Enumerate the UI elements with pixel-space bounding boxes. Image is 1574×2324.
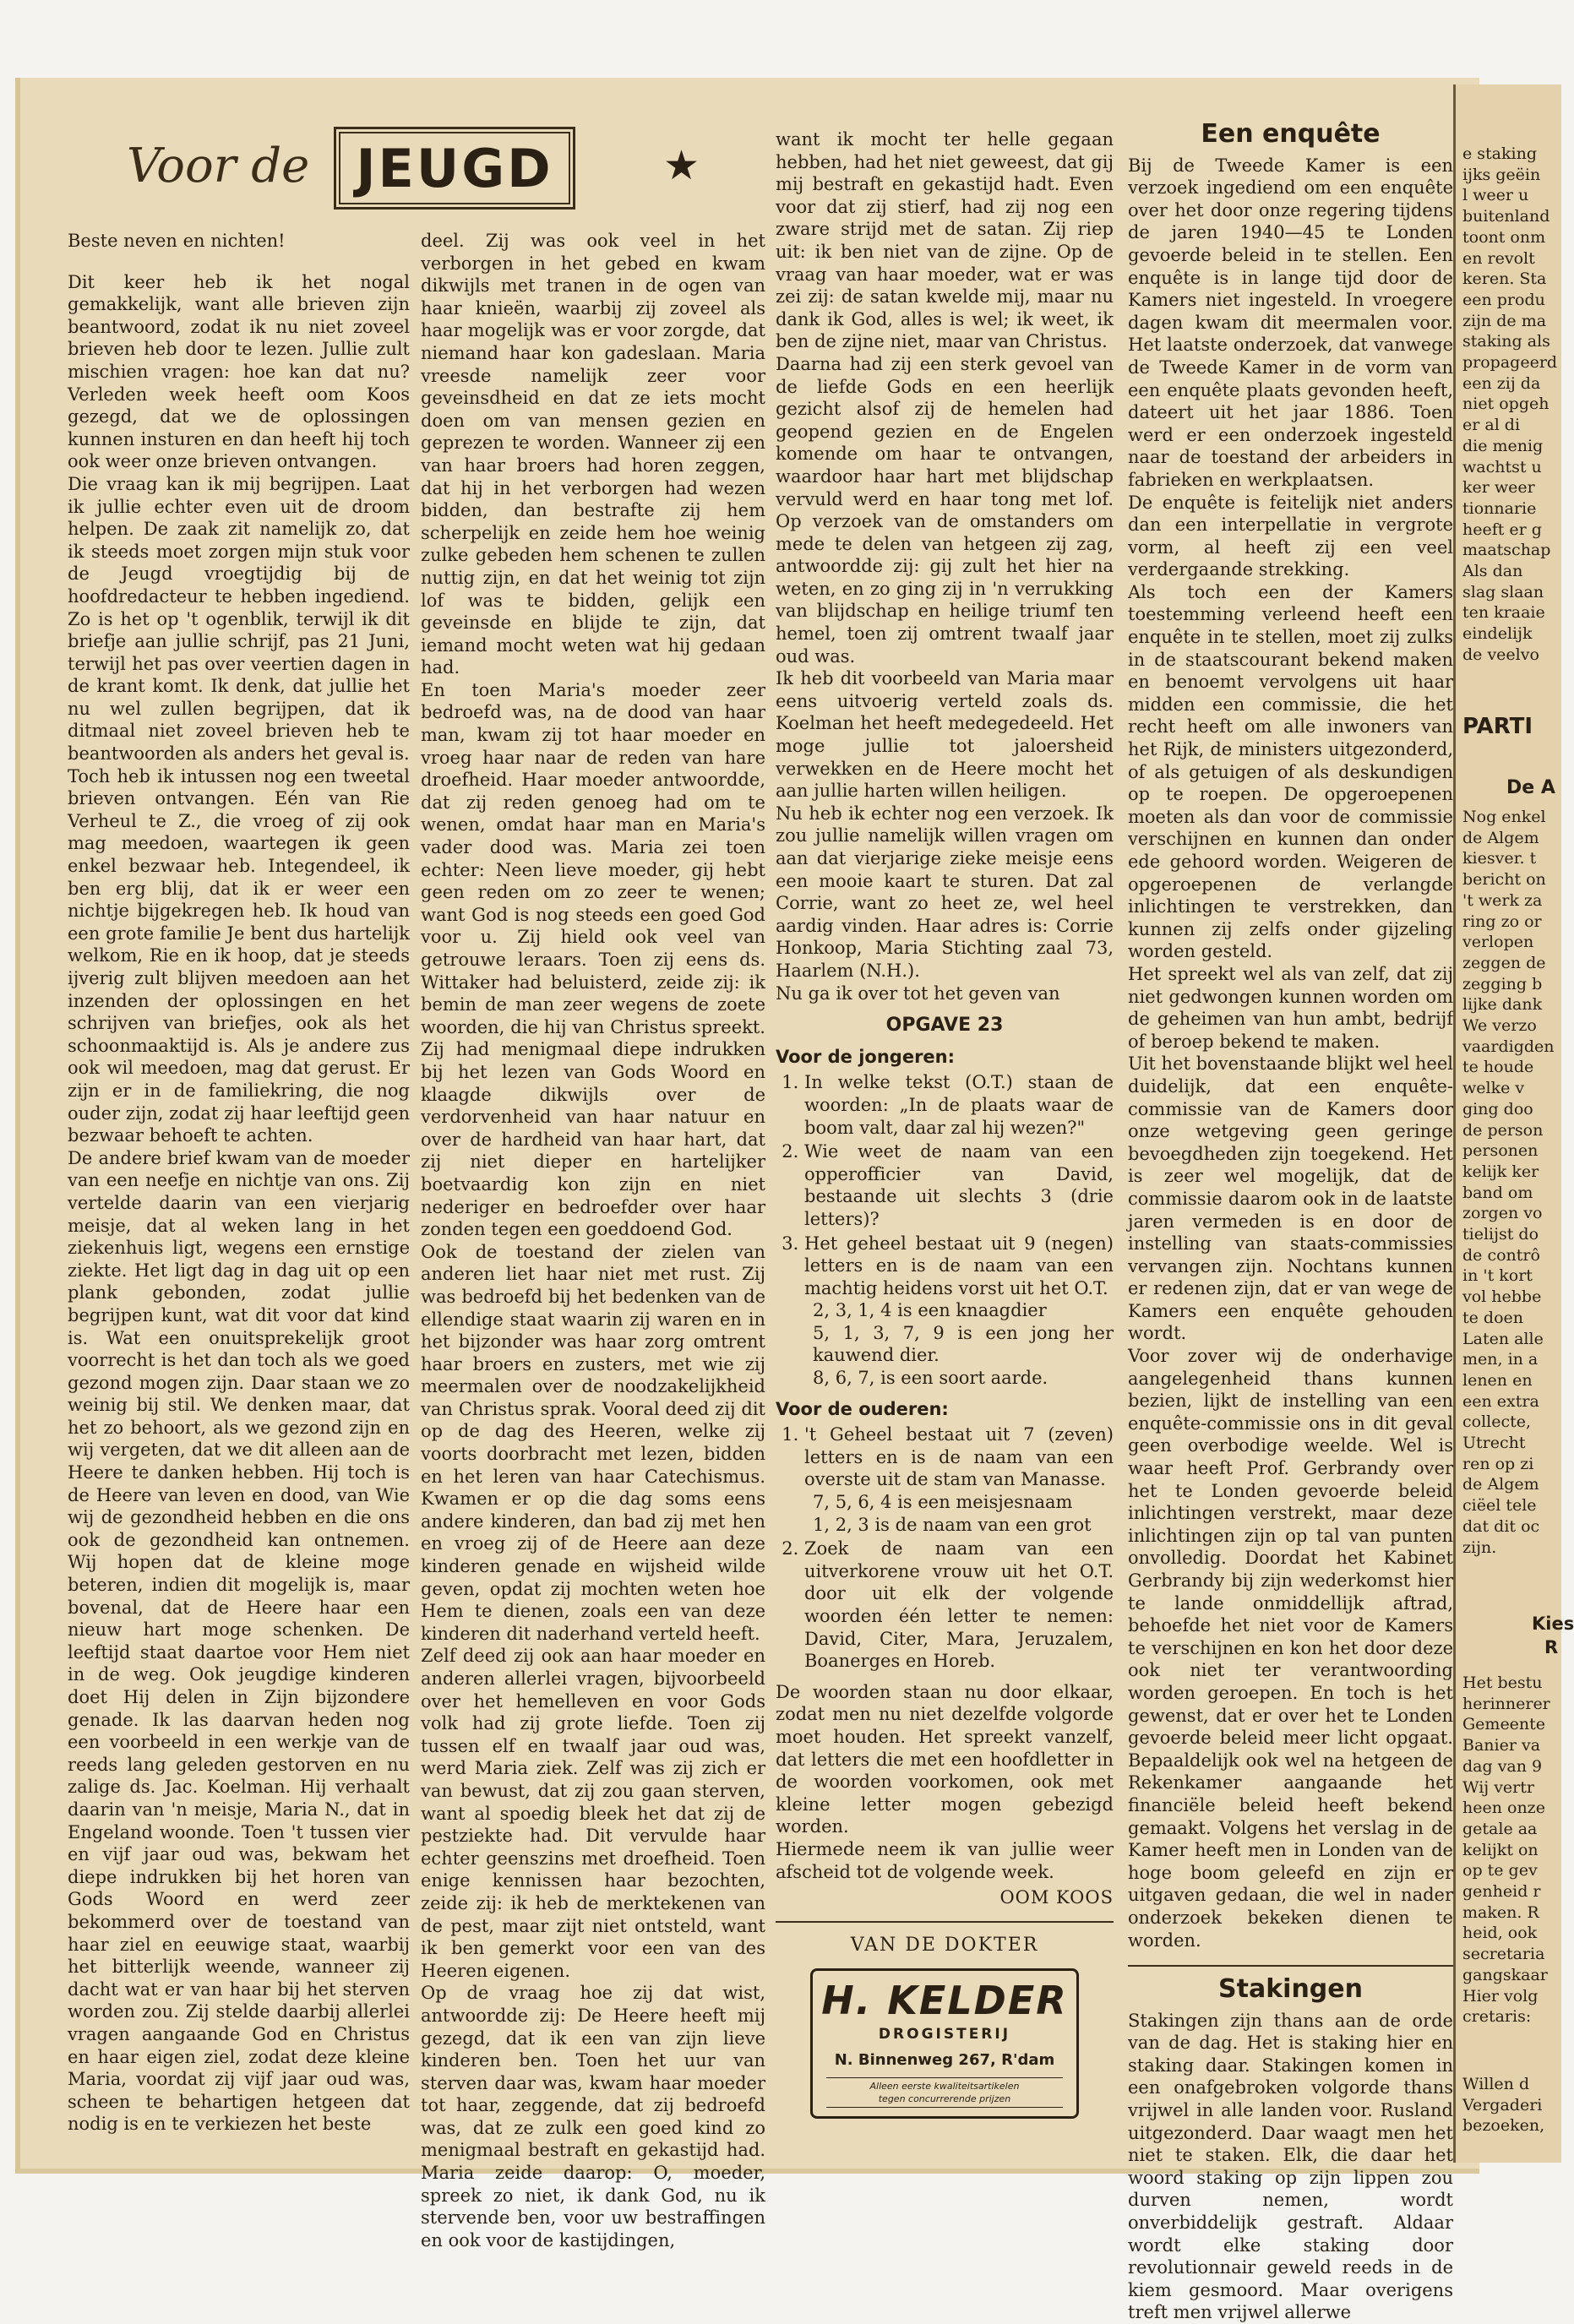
next-page-line: personen (1462, 1141, 1539, 1161)
next-page-line: welke v (1462, 1079, 1525, 1098)
jongeren-heading: Voor de jongeren: (776, 1046, 956, 1067)
kelder-advertisement (810, 1968, 1079, 2118)
next-page-line: Als dan (1462, 562, 1523, 580)
next-page-line: collecte, (1462, 1412, 1532, 1432)
paragraph: Bij de Tweede Kamer is een verzoek ingediend om een enquête over het door onze regering tijdens de jaren 1940—45 te Londen gevoerde beleid in te stellen. Een enquête is in lange tijd door de Kamers niet ingesteld. In vroegere dagen kwam dit meermalen voor. Het laatste onderzoek, dat vanwege de Tweede Kamer in de vorm van een enquête plaats gevonden heeft, dateert uit het jaar 1886. Toen werd er een onderzoek ingesteld naar de toestand der arbeiders in fabrieken en werkplaatsen. (1128, 155, 1453, 490)
next-page-line: Utrecht (1462, 1434, 1526, 1452)
next-page-line: die menig (1462, 436, 1544, 455)
paragraph: Hiermede neem ik van jullie weer afscheid tot de volgende week. (776, 1838, 1114, 1882)
next-page-line: zeggen de (1462, 953, 1546, 972)
next-page-line: keren. Sta (1462, 269, 1547, 289)
ad-address: N. Binnenweg 267, R'dam (834, 2050, 1055, 2069)
paragraph: De enquête is feitelijk niet anders dan een interpellatie in vergrote vorm, al heeft zij een veel verdergaande strekking. (1128, 492, 1453, 580)
next-page-line: ging doo (1462, 1099, 1533, 1118)
question-item (804, 1071, 1114, 1139)
paragraph: De andere brief kwam van de moeder van een neefje en nichtje van ons. Zij vertelde daarin van een vierjarig meisje, dat al weken lang in het ziekenhuis ligt, wegens een ernstige ziekte. Het ligt dag in dag uit op een plank gebonden, zodat jullie begrijpen kunt, wat dit voor dat kind is. Wat een onuitsprekelijk groot voorrecht is het dan toch als we goed gezond mogen zijn. Daar staan we zo weinig bij stil. We denken maar, dat het zo behoort, als we gezond zijn en wij vergeten, dat we dit alleen aan de Heere te danken hebben. Hij toch is de Heere van leven en dood, van Wie wij de gezondheid hebben en die ons ook de gezondheid kan ontnemen. Wij hopen dat de kleine moge beteren, indien dit mogelijk is, maar bovenal, dat de Heere haar een nieuw hart moge schenken. De leeftijd staat daartoe voor Hem niet in de weg. Ook jeugdige kinderen doet Hij delen in Zijn bijzondere genade. Ik las daarvan heden nog een voorbeeld in een werkje van de reeds lang geleden gestorven en nu zalige ds. Jac. Koelman. Hij verhaalt daarin van 'n meisje, Maria N., dat in Engeland woonde. Toen 't tussen vier en vijf jaar oud was, bekwam het diepe indrukken bij het horen van Gods Woord en werd zeer bekommerd over de toestand van haar ziel en eeuwige staat, waarbij het bitterlijk weende, wanneer zij dacht wat er van haar bij het sterven worden zou. Zij stelde daarbij allerlei vragen aangaande God en Christus en haar eigen ziel, zodat deze kleine Maria, voordat zij vijf jaar oud was, scheen te behartigen hetgeen dat nodig is en te verkiezen het beste (68, 1147, 410, 2135)
paragraph: Dit keer heb ik het nogal gemakkelijk, want alle brieven zijn beantwoord, zodat ik nu niet zoveel brieven heb door te lezen. Jullie zult mischien vragen: hoe kan dat nu? Verleden week heeft oom Koos gezegd, dat we de oplossingen kunnen insturen en dan heeft hij toch ook weer onze brieven ontvangen. (68, 271, 410, 472)
next-page-line: er al di (1462, 416, 1521, 435)
next-page-line: tionnarie (1462, 498, 1537, 518)
question-subclue: 5, 1, 3, 7, 9 is een jong her kauwend dier. (813, 1322, 1114, 1366)
next-page-line: We verzo (1462, 1016, 1537, 1035)
next-page-line: gangskaar (1462, 1965, 1548, 1984)
next-page-line: buitenland (1462, 207, 1550, 226)
next-page-heading-r: R (1544, 1637, 1559, 1657)
next-page-line: bericht on (1462, 870, 1546, 890)
next-page-line: ciëel tele (1462, 1496, 1537, 1516)
next-page-line: de veelvo (1462, 645, 1539, 664)
next-page-line: men, in a (1462, 1350, 1539, 1369)
question-subclue: 8, 6, 7, is een soort aarde. (813, 1368, 1048, 1389)
dokter-heading: VAN DE DOKTER (850, 1934, 1039, 1956)
paragraph: Stakingen zijn thans aan de orde van de dag. Het is staking hier en staking daar. Stakingen komen in een onafgebroken volgorde thans vrijwel in alle landen voor. Rusland uitgezonderd. Daar waagt men het niet te staken. Elk, die daar het woord staking op zijn lippen zou durven nemen, wordt onverbiddelijk gestraft. Aldaar wordt elke staking door revolutionnair geweld reeds in de kiem gesmoord. Maar overigens treft men vrijwel allerwe (1128, 2010, 1453, 2323)
ad-name: H. KELDER (821, 1978, 1068, 2024)
paragraph: Zelf deed zij ook aan haar moeder en anderen allerlei vragen, bijvoorbeeld over het hemelleven en voor Gods volk had zij grote liefde. Toen zij tussen elf en twaalf jaar oud was, werd Maria ziek. Zelf was zij zich er van bewust, dat zij zou gaan sterven, want al spoedig bleek het dat zij de pestziekte had. Dit vervulde haar echter geenszins met droefheid. Toen enige kennissen haar bezochten, zeide zij: ik heb de merktekenen van de pest, maar zijt niet ontsteld, want ik ben gemerkt voor een van des Heeren eigenen. (421, 1646, 765, 1981)
next-page-line: ijks geëin (1462, 165, 1541, 184)
next-page-line: cretaris: (1462, 2007, 1532, 2027)
next-page-line: te doen (1462, 1308, 1524, 1327)
masthead-script: Voor de (127, 139, 310, 193)
next-page-line: ker weer (1462, 478, 1535, 498)
next-page-line: herinnerer (1462, 1694, 1550, 1713)
ad-tagline-1: Alleen eerste kwaliteitsartikelen (869, 2080, 1020, 2092)
question-text: Het geheel bestaat uit 9 (negen) letters en is de naam van een machtig heidens vorst uit het O.T. (804, 1233, 1114, 1298)
next-page-line: een extra (1462, 1391, 1539, 1411)
next-page-line: secretaria (1462, 1945, 1545, 1964)
next-page-line: e staking (1462, 144, 1537, 163)
next-page-line: een zij da (1462, 373, 1541, 393)
next-page-line: vaardigden (1462, 1037, 1555, 1056)
next-page-line: ren op zi (1462, 1454, 1534, 1473)
next-page-heading-kies: Kies (1532, 1614, 1574, 1634)
next-page-line: zorgen vo (1462, 1204, 1543, 1223)
next-page-line: vol hebbe (1462, 1287, 1542, 1307)
question-subclue: 7, 5, 6, 4 is een meisjesnaam (813, 1492, 1073, 1513)
next-page-line: toont onm (1462, 227, 1546, 247)
ad-drogisterij: DROGISTERIJ (878, 2026, 1011, 2044)
paragraph: Daarna had zij een sterk gevoel van de liefde Gods en een heerlijk gezicht alsof zij de hemelen had geopend gezien en de Engelen komende om haar te ontvangen, waardoor haar hart met blijdschap vervuld werd en haar tong met lof. Op verzoek van de omstanders om mede te delen van hetgeen zij zag, antwoordde zij: gij zult het hier na weten, en zo ging zij in 'n verrukking van blijdschap en heilige triumf ten hemel, toen zij omtrent twaalf jaar oud was. (776, 353, 1114, 667)
next-page-line: heid, ook (1462, 1924, 1538, 1943)
signature: OOM KOOS (999, 1887, 1114, 1908)
stakingen-title: Stakingen (1218, 1974, 1363, 2005)
next-page-line: de contrô (1462, 1245, 1540, 1265)
column-1 (68, 230, 410, 2135)
next-page-line: Wij vertr (1462, 1777, 1534, 1797)
next-page-line: lenen en (1462, 1370, 1533, 1390)
next-page-line: verlopen (1462, 933, 1534, 952)
next-page-line: dat dit oc (1462, 1516, 1540, 1536)
next-page-line: heen onze (1462, 1799, 1545, 1818)
next-page-line: kiesver. t (1462, 849, 1537, 868)
next-page-line: ten kraaie (1462, 603, 1545, 623)
paragraph: Toch heb ik intussen nog een tweetal brieven ontvangen. Eén van Rie Verheul te Z., die vroeg of zij ook mag meedoen, waartegen ik geen enkel bezwaar heb. Integendeel, ik ben erg blij, dat ik er weer een nichtje bijgekregen heb. Ik houd van een grote familie Je bent dus hartelijk welkom, Rie en ik hoop, dat je steeds ijverig zult blijven meedoen aan het inzenden der oplossingen en het schrijven van briefjes, ook als het schoonmaaktijd is. Als je andere zus ook wil meedoen, mag dat gerust. Er zijn er in de familiekring, die nog ouder zijn, zodat zij haar leeftijd geen bezwaar behoeft te achten. (68, 765, 410, 1146)
next-page-line: maatschap (1462, 541, 1551, 560)
next-page-line: zegging b (1462, 974, 1543, 993)
next-page-line: op te gev (1462, 1861, 1538, 1880)
next-page-line: slag slaan (1462, 582, 1544, 601)
next-page-line: 't werk za (1462, 890, 1543, 910)
paragraph: deel. Zij was ook veel in het verborgen in het gebed en kwam dikwijls met tranen in de ogen van haar knieën, waarbij zij zoveel als haar mogelijk was er voor zorgde, dat niemand haar kon gadeslaan. Maria vreesde namelijk zeer voor geveinsdheid en dat ze iets mocht doen om van mensen gezien en geprezen te worden. Wanneer zij een van haar broers had horen zeggen, dat hij in het verborgen had wezen bidden, dan bestrafte zij hem scherpelijk en zeide hem hoe weinig zulke gebeden hem schenen te zullen nuttig zijn, en dat het weinig tot zijn lof was te bidden, gelijk een geveinsde en blijde te zijn, dat iemand mocht weten wat hij gedaan had. (421, 231, 765, 678)
next-page-line: wachtst u (1462, 457, 1542, 476)
next-page-line: lijke dank (1462, 995, 1543, 1015)
next-page-line: in 't kort (1462, 1266, 1533, 1286)
paragraph: want ik mocht ter helle gegaan hebben, had het niet geweest, dat gij mij bestraft en gekastijd hadt. Even voor dat zij stierf, had zij nog een zware strijd met de satan. Zij riep uit: ik ben niet van de zijne. Op de vraag van haar moeder, wat er was zei zij: de satan kwelde mij, maar nu dank ik God, alles is wel; ik weet, ik ben de zijne niet, maar van Christus. (776, 129, 1114, 352)
ouderen-questions (776, 1423, 1114, 1673)
next-page-line: kelijk ker (1462, 1162, 1539, 1181)
column-4 (1128, 118, 1453, 2323)
question-text: In welke tekst (O.T.) staan de woorden: „In de plaats waar de boom valt, daar zal hij wezen?" (804, 1072, 1114, 1138)
paragraph: Ik heb dit voorbeeld van Maria maar eens uitvoerig verteld zoals ds. Koelman het heeft medegedeeld. Het moge jullie tot jaloersheid verwekken en de Heere mocht het aan jullie harten willen heiligen. (776, 668, 1114, 802)
paragraph: Als toch een der Kamers toestemming verleend heeft een enquête in te stellen, moet zij zulks in de staatscourant bekend maken en benoemt vervolgens uit haar midden een commissie, die het recht heeft om alle inwoners van het Rijk, de ministers uitgezonderd, of als getuigen of als deskundigen op te roepen. De opgeroepenen moeten als dan voor de commissie verschijnen en kunnen dan onder ede gehoord worden. Weigeren de opgeroepenen de verlangde inlichtingen te verstrekken, dan kunnen zij zelfs onder gijzeling worden gesteld. (1128, 581, 1453, 962)
paragraph: En toen Maria's moeder zeer bedroefd was, na de dood van haar man, kwam zij tot haar moeder en vroeg haar naar de reden van hare droefheid. Haar moeder antwoordde, dat zij reden genoeg had om te wenen, omdat haar man en Maria's vader dood was. Maria zei toen echter: Neen lieve moeder, gij hebt geen reden om zo zeer te wenen; want God is nog steeds een goed God voor u. Zij hield ook veel van getrouwe leraars. Toen zij eens ds. Wittaker had beluisterd, zeide zij: ik bemin de man zeer wegens de zoete woorden, die hij van Christus spreekt. Zij had menigmaal diepe indrukken bij het lezen van Gods Woord en klaagde dikwijls over de verdorvenheid van haar natuur en over de hardheid van haar hart, dat zij niet dieper en hartelijker boetvaardig kon zijn en niet nederiger en bedroefder over haar zonden tegen een goeddoend God. (421, 679, 765, 1240)
jeugd-masthead (127, 127, 777, 228)
next-page-line: een produ (1462, 290, 1545, 309)
next-page-line: zijn de ma (1462, 311, 1547, 330)
paragraph: Nu heb ik echter nog een verzoek. Ik zou jullie namelijk willen vragen om aan dat vierjarige zieke meisje eens een mooie kaart te sturen. Dat zal Corrie, want zo heet ze, wel heel aardig vinden. Haar adres is: Corrie Honkoop, Maria Stichting zaal 73, Haarlem (N.H.). (776, 803, 1114, 981)
question-item (804, 1423, 1114, 1536)
masthead-jeugd-box: JEUGD (334, 127, 575, 210)
next-page-line: en revolt (1462, 248, 1535, 268)
next-page-heading-de-a: De A (1506, 777, 1555, 798)
next-page-line: te houde (1462, 1058, 1534, 1077)
adjacent-page-edge (1453, 84, 1574, 2163)
next-page-line: Vergaderi (1462, 2095, 1543, 2114)
question-text: Wie weet de naam van een opperofficier van David, bestaande uit slechts 3 (drie letters)? (804, 1141, 1114, 1229)
next-page-line: ring zo or (1462, 912, 1542, 931)
next-page-line: Willen d (1462, 2075, 1530, 2093)
paragraph: Die vraag kan ik mij begrijpen. Laat ik jullie echter even uit de droom helpen. De zaak zit namelijk zo, dat ik steeds moet zorgen mijn stuk voor de Jeugd vroegtijdig bij de hoofdredacteur te hebben ingediend. Zo is het op 't ogenblik, terwijl ik dit briefje aan jullie schrijf, pas 21 Juni, terwijl het pas over veertien dagen in de krant komt. Ik denk, dat jullie het nu wel zullen begrijpen, dat ik ditmaal niet zoveel brieven heb te beantwoorden als anders het geval is. (68, 473, 410, 765)
paragraph: Het spreekt wel als van zelf, dat zij niet gedwongen kunnen worden om de geheimen van hun ambt, bedrijf of beroep bekend te maken. (1128, 963, 1453, 1052)
next-page-line: band om (1462, 1183, 1533, 1202)
paragraph: Beste neven en nichten! (68, 231, 286, 251)
question-subclue: 2, 3, 1, 4 is een knaagdier (813, 1300, 1047, 1321)
next-page-heading-parti: PARTI (1462, 714, 1533, 739)
jongeren-questions (776, 1071, 1114, 1389)
next-page-line: de Algem (1462, 828, 1539, 847)
column-3 (776, 128, 1114, 2104)
next-page-line: getale aa (1462, 1819, 1538, 1838)
next-page-line: Banier va (1462, 1736, 1541, 1755)
next-page-line: niet opgeh (1462, 395, 1549, 414)
ad-tagline (826, 2077, 1063, 2108)
paragraph: Nu ga ik over tot het geven van (776, 982, 1060, 1004)
opgave-title: OPGAVE 23 (885, 1015, 1004, 1037)
next-page-line: propageerd (1462, 353, 1558, 372)
next-page-line: eindelijk (1462, 624, 1533, 644)
next-page-line: maken. R (1462, 1902, 1539, 1922)
question-item (804, 1140, 1114, 1230)
question-subclue: 1, 2, 3 is de naam van een grot (813, 1514, 1092, 1535)
paragraph: Ook de toestand der zielen van anderen liet haar niet met rust. Zij was bedroefd bij het bedenken van de ellendige staat waarin zij waren en in het bijzonder was haar zorg omtrent haar broers en zusters, met wie zij meermalen over de noodzakelijkheid van Christus sprak. Vooral deed zij dit op de dag des Heeren, welke zij voorts doorbracht met lezen, bidden en het leren van haar Catechismus. Kwamen er op die dag soms eens andere kinderen, dan bad zij met hen en vroeg zij of de Heere aan deze kinderen genade en wijsheid wilde geven, opdat zij mochten weten hoe Hem te dienen, zoals een van deze kinderen dit naderhand verteld heeft. (421, 1241, 765, 1644)
paragraph: De woorden staan nu door elkaar, zodat men nu niet dezelfde volgorde moet houden. Het spreekt vanzelf, dat letters die met een hoofdletter in de woorden voorkomen, ook met kleine letter mogen gebezigd worden. (776, 1681, 1114, 1837)
next-page-line: genheid r (1462, 1882, 1541, 1901)
divider (776, 1921, 1114, 1923)
ouderen-heading: Voor de ouderen: (776, 1398, 949, 1419)
next-page-line: Hier volg (1462, 1986, 1539, 2006)
next-page-line: de person (1462, 1120, 1544, 1140)
question-item (804, 1233, 1114, 1390)
next-page-line: kelijkt on (1462, 1840, 1539, 1859)
next-page-line: Gemeente (1462, 1715, 1546, 1734)
next-page-line: tielijst do (1462, 1225, 1539, 1244)
next-page-line: zijn. (1462, 1538, 1497, 1557)
star-icon: ★ (663, 142, 700, 189)
next-page-line: staking als (1462, 332, 1550, 351)
next-page-line: de Algem (1462, 1475, 1539, 1494)
next-page-line: heeft er g (1462, 520, 1542, 539)
next-page-line: Het bestu (1462, 1674, 1543, 1692)
next-page-line: bezoeken, (1462, 2116, 1545, 2136)
next-page-line: dag van 9 (1462, 1756, 1543, 1776)
question-text: 't Geheel bestaat uit 7 (zeven) letters en is de naam van een overste uit de stam van Manasse. (804, 1424, 1114, 1490)
paragraph: Uit het bovenstaande blijkt wel heel duidelijk, dat een enquête-commissie van de Kamers door onze wetgeving geen geringe bevoegdheden zijn toegekend. Het is zeer wel mogelijk, dat de commissie daarom ook in de laatste jaren vermeden is en door de instelling van staats-commissies vervangen zijn. Nochtans kunnen er redenen zijn, dat er van wege de Kamers een enquête gehouden wordt. (1128, 1053, 1453, 1344)
question-text: Zoek de naam van een uitverkorene vrouw uit het O.T. door uit elk der volgende woorden één letter te nemen: David, Citer, Mara, Jeruzalem, Boanerges en Horeb. (804, 1538, 1114, 1672)
question-item (804, 1538, 1114, 1673)
next-page-line: Laten alle (1462, 1329, 1544, 1348)
next-page-line: l weer u (1462, 186, 1529, 205)
ad-tagline-2: tegen concurrerende prijzen (878, 2093, 1011, 2104)
column-2 (421, 230, 765, 2251)
next-page-line: Nog enkel (1462, 808, 1546, 826)
enquete-title: Een enquête (1201, 119, 1381, 149)
divider (1128, 1965, 1453, 1967)
paragraph: Voor zover wij de onderhavige aangelegenheid thans kunnen bezien, lijkt de instelling van een enquête-commissie ons in dit geval geen overbodige weelde. Wel is waar heeft Prof. Gerbrandy over het te Londen gevoerde beleid inlichtingen verstrekt, maar deze inlichtingen zijn op tal van punten onvolledig. Doordat het Kabinet Gerbrandy bij zijn wederkomst hier te lande onmiddellijk aftrad, behoefde het niet voor de Kamers te verschijnen en kon het door deze ook niet ter verantwoording worden geroepen. En toch is het gewenst, dat er over het te Londen gevoerde beleid meer licht opgaat. Bepaaldelijk ook wel na hetgeen de Rekenkamer aangaande het financiële beleid heeft bekend gemaakt. Volgens het verslag in de Kamer heeft men in Londen van de hoge boom geleefd en zijn er uitgaven gedaan, die wel in nader onderzoek bekeken dienen te worden. (1128, 1346, 1453, 1951)
paragraph: Op de vraag hoe zij dat wist, antwoordde zij: De Heere heeft mij gezegd, dat ik een van zijn lieve kinderen ben. Toen het uur van sterven daar was, kwam haar moeder tot haar, zeggende, dat zij bedroefd was, dat ze zulk een goed kind zo menigmaal bestraft en gekastijd had. Maria zeide daarop: O, moeder, spreek zo niet, ik dank God, nu ik stervende ben, voor uw bestraffingen en ook voor de kastijdingen, (421, 1983, 765, 2251)
